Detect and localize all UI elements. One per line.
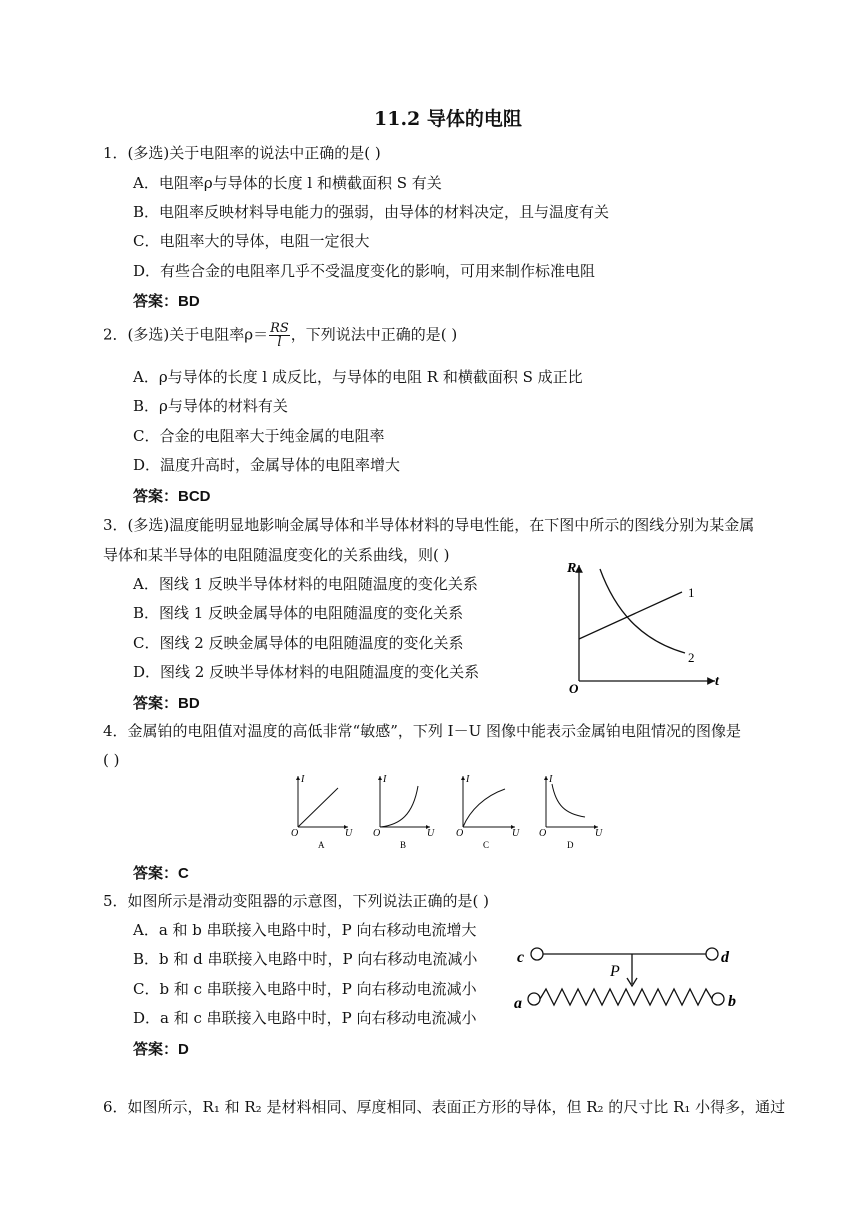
question-1-stem: 1．(多选)关于电阻率的说法中正确的是( ) bbox=[103, 144, 381, 162]
svg-text:O: O bbox=[291, 828, 299, 839]
svg-text:A: A bbox=[318, 840, 325, 850]
graph-d bbox=[539, 774, 603, 850]
question-3-stem-line-2: 导体和某半导体的电阻随温度变化的关系曲线，则( ) bbox=[103, 546, 450, 564]
resistance-wire bbox=[540, 989, 712, 1005]
terminal-b-label: b bbox=[728, 993, 736, 1010]
line-1-label: 1 bbox=[688, 585, 695, 600]
question-3-option-a: A．图线 1 反映半导体材料的电阻随温度的变化关系 bbox=[133, 575, 478, 593]
line-2-label: 2 bbox=[688, 650, 695, 665]
fraction-numerator: RS bbox=[270, 321, 289, 336]
question-2-stem-pre: 2．(多选)关于电阻率ρ＝ bbox=[103, 325, 269, 344]
question-4-stem-line-1: 4．金属铂的电阻值对温度的高低非常“敏感”，下列 I－U 图像中能表示金属铂电阻情况的图像是 bbox=[103, 722, 741, 740]
question-4-stem-line-2: ( ) bbox=[103, 751, 120, 769]
terminal-c-label: c bbox=[517, 949, 525, 966]
question-5-option-d: D．a 和 c 串联接入电路中时，P 向右移动电流减小 bbox=[133, 1009, 477, 1027]
y-axis-label: R bbox=[567, 561, 577, 576]
answer-value: C bbox=[178, 865, 189, 882]
question-3-option-d: D．图线 2 反映半导体材料的电阻随温度的变化关系 bbox=[133, 663, 480, 681]
answer-value: BD bbox=[178, 293, 200, 310]
slider-p-label: P bbox=[610, 963, 620, 980]
terminal-a bbox=[528, 993, 540, 1005]
question-5-stem: 5．如图所示是滑动变阻器的示意图，下列说法正确的是( ) bbox=[103, 892, 490, 910]
iu-graphs bbox=[280, 770, 610, 852]
answer-value: BD bbox=[178, 695, 200, 712]
question-2-stem bbox=[103, 322, 457, 349]
question-3-answer bbox=[133, 692, 200, 713]
question-1-option-d: D．有些合金的电阻率几乎不受温度变化的影响，可用来制作标准电阻 bbox=[133, 262, 596, 280]
svg-text:I: I bbox=[383, 774, 387, 785]
svg-text:I: I bbox=[549, 774, 553, 785]
question-1-option-a: A．电阻率ρ与导体的长度 l 和横截面积 S 有关 bbox=[133, 174, 442, 192]
question-3-option-c: C．图线 2 反映金属导体的电阻随温度的变化关系 bbox=[133, 634, 464, 652]
question-1-option-b: B．电阻率反映材料导电能力的强弱，由导体的材料决定，且与温度有关 bbox=[133, 203, 610, 221]
graph-b bbox=[373, 774, 435, 850]
line-1-metal bbox=[579, 592, 682, 639]
question-2-option-d: D．温度升高时，金属导体的电阻率增大 bbox=[133, 456, 401, 474]
question-3-option-b: B．图线 1 反映金属导体的电阻随温度的变化关系 bbox=[133, 604, 464, 622]
svg-text:O: O bbox=[373, 828, 381, 839]
answer-label: 答案： bbox=[133, 292, 179, 310]
question-5-answer bbox=[133, 1038, 189, 1059]
svg-text:I: I bbox=[466, 774, 470, 785]
x-axis-label: t bbox=[715, 674, 719, 689]
answer-label: 答案： bbox=[133, 864, 179, 882]
resistance-temperature-graph bbox=[560, 555, 730, 695]
svg-text:U: U bbox=[595, 828, 603, 839]
answer-value: BCD bbox=[178, 488, 211, 505]
terminal-c bbox=[531, 948, 543, 960]
question-1-option-c: C．电阻率大的导体，电阻一定很大 bbox=[133, 232, 370, 250]
question-1-answer bbox=[133, 290, 200, 311]
question-2-answer bbox=[133, 485, 211, 506]
svg-text:C: C bbox=[483, 840, 490, 850]
question-2-option-a: A．ρ与导体的长度 l 成反比，与导体的电阻 R 和横截面积 S 成正比 bbox=[133, 368, 583, 386]
rho-formula-fraction bbox=[269, 322, 290, 349]
question-4-answer bbox=[133, 862, 189, 883]
graph-a bbox=[291, 774, 353, 850]
question-5-option-a: A．a 和 b 串联接入电路中时，P 向右移动电流增大 bbox=[133, 921, 477, 939]
rheostat-diagram bbox=[510, 935, 745, 1015]
page-title: 11.2 导体的电阻 bbox=[374, 108, 522, 130]
terminal-a-label: a bbox=[514, 995, 522, 1012]
svg-text:U: U bbox=[427, 828, 435, 839]
svg-text:U: U bbox=[512, 828, 520, 839]
svg-text:O: O bbox=[456, 828, 464, 839]
terminal-d bbox=[706, 948, 718, 960]
question-2-stem-post: ，下列说法中正确的是( ) bbox=[290, 325, 458, 344]
question-2-option-b: B．ρ与导体的材料有关 bbox=[133, 397, 288, 415]
svg-text:D: D bbox=[567, 840, 574, 850]
svg-text:U: U bbox=[345, 828, 353, 839]
question-6-stem: 6．如图所示，R₁ 和 R₂ 是材料相同、厚度相同、表面正方形的导体，但 R₂ 的尺寸比 R₁ 小得多，通过 bbox=[103, 1098, 786, 1116]
answer-label: 答案： bbox=[133, 694, 179, 712]
line-2-semiconductor bbox=[600, 569, 685, 653]
terminal-d-label: d bbox=[721, 949, 729, 966]
question-2-option-c: C．合金的电阻率大于纯金属的电阻率 bbox=[133, 427, 385, 445]
svg-text:B: B bbox=[400, 840, 407, 850]
graph-c bbox=[456, 774, 520, 850]
question-5-option-c: C．b 和 c 串联接入电路中时，P 向右移动电流减小 bbox=[133, 980, 477, 998]
question-3-stem-line-1: 3．(多选)温度能明显地影响金属导体和半导体材料的导电性能，在下图中所示的图线分别为某金属 bbox=[103, 516, 755, 534]
svg-text:O: O bbox=[539, 828, 547, 839]
answer-label: 答案： bbox=[133, 1040, 179, 1058]
svg-text:I: I bbox=[301, 774, 305, 785]
answer-label: 答案： bbox=[133, 487, 179, 505]
question-5-option-b: B．b 和 d 串联接入电路中时，P 向右移动电流减小 bbox=[133, 950, 478, 968]
terminal-b bbox=[712, 993, 724, 1005]
fraction-denominator: l bbox=[277, 335, 282, 350]
origin-label: O bbox=[569, 681, 579, 695]
answer-value: D bbox=[178, 1041, 189, 1058]
